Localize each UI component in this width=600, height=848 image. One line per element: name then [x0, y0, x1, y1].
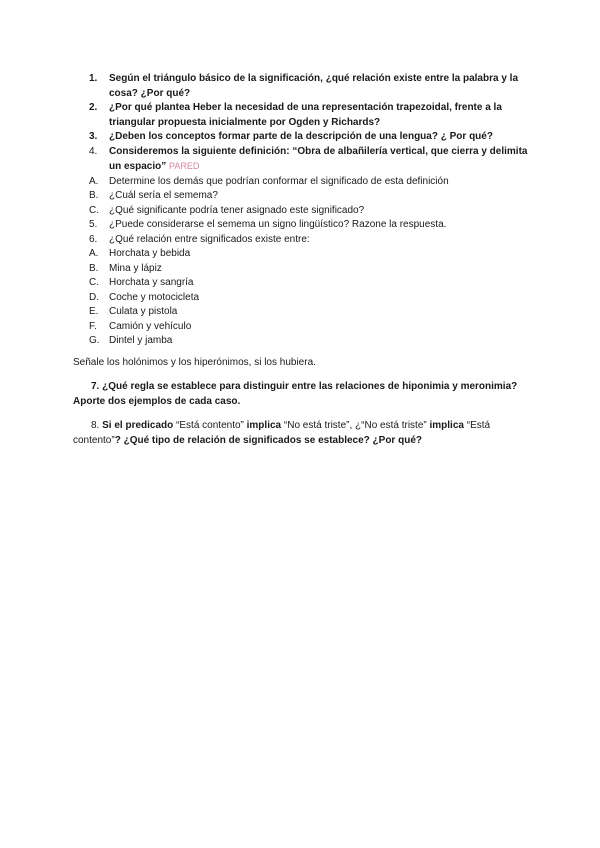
- pair-letter: A.: [89, 248, 99, 259]
- pair-text: Horchata y bebida: [109, 248, 191, 259]
- pair-item: [73, 320, 533, 335]
- question-8: [73, 419, 533, 448]
- question-8-seg-3: implica: [246, 420, 282, 431]
- question-8-number: 8.: [91, 420, 100, 431]
- subquestion-b-text: ¿Cuál sería el semema?: [109, 190, 218, 201]
- pair-text: Horchata y sangría: [109, 277, 194, 288]
- pair-text: Coche y motocicleta: [109, 291, 200, 303]
- question-8-seg-8: “Está contento”: [73, 420, 491, 446]
- pair-item: [73, 305, 533, 320]
- subquestion-a: [73, 175, 533, 190]
- pair-letter: C.: [89, 277, 99, 288]
- question-5: [73, 218, 533, 233]
- pair-text: Culata y pistola: [109, 306, 178, 317]
- question-4-number: 4.: [89, 145, 98, 157]
- question-1: [73, 72, 533, 101]
- subquestion-a-text: Determine los demás que podrían conformar el significado de esta definición: [109, 175, 449, 187]
- pair-letter: G.: [89, 335, 100, 346]
- subquestion-b-letter: B.: [89, 190, 99, 201]
- pair-text: Mina y lápiz: [109, 262, 162, 274]
- question-1-text: Según el triángulo básico de la significación, ¿qué relación existe entre la palabra y la cosa? ¿Por qué?: [109, 73, 519, 99]
- question-2: [73, 101, 533, 130]
- question-6-text: ¿Qué relación entre significados existe entre:: [109, 233, 310, 245]
- question-6: [73, 233, 533, 248]
- subquestion-c: [73, 204, 533, 219]
- question-2-number: 2.: [89, 102, 98, 113]
- pair-text: Camión y vehículo: [109, 320, 192, 332]
- subquestion-c-text: ¿Qué significante podría tener asignado este significado?: [109, 204, 365, 216]
- question-1-number: 1.: [89, 73, 98, 84]
- question-8-seg-6: “No está triste”: [361, 420, 427, 431]
- pair-item: [73, 247, 533, 262]
- pair-letter: F.: [89, 320, 97, 332]
- question-7: 7. ¿Qué regla se establece para distinguir entre las relaciones de hiponimia y meronimia? Aporte dos ejemplos de cada caso.: [73, 381, 518, 407]
- pair-letter: D.: [89, 291, 99, 303]
- pair-letter: B.: [89, 262, 99, 274]
- question-3: [73, 130, 533, 145]
- question-8-seg-1: Si el predicado: [102, 420, 174, 431]
- question-8-seg-7: implica: [429, 420, 464, 431]
- question-6-number: 6.: [89, 233, 98, 245]
- subquestion-c-letter: C.: [89, 204, 99, 216]
- question-8-seg-9: ? ¿Qué tipo de relación de significados se establece? ¿Por qué?: [114, 434, 422, 446]
- questions-content: [73, 72, 533, 458]
- pair-item: [73, 291, 533, 306]
- question-8-seg-5: , ¿: [349, 420, 362, 431]
- pair-letter: E.: [89, 306, 99, 317]
- question-3-number: 3.: [89, 131, 98, 142]
- question-2-text: ¿Por qué plantea Heber la necesidad de una representación trapezoidal, frente a la triangular propuesta inicialmente por Ogden y Richards?: [109, 102, 502, 128]
- question-4: [73, 145, 533, 175]
- pair-item: [73, 334, 533, 349]
- pair-item: [73, 262, 533, 277]
- question-4-annotation: PARED: [169, 161, 200, 171]
- pair-item: [73, 276, 533, 291]
- question-4-text: Consideremos la siguiente definición: “Obra de albañilería vertical, que cierra y delimita un espacio”: [109, 145, 528, 172]
- question-5-text: ¿Puede considerarse el semema un signo lingüístico? Razone la respuesta.: [109, 219, 447, 230]
- question-8-seg-2: “Está contento”: [176, 420, 244, 431]
- question-5-number: 5.: [89, 219, 98, 230]
- subquestion-a-letter: A.: [89, 175, 99, 187]
- pair-text: Dintel y jamba: [109, 335, 173, 346]
- subquestion-b: [73, 189, 533, 204]
- question-8-seg-4: “No está triste”: [283, 420, 350, 431]
- question-3-text: ¿Deben los conceptos formar parte de la descripción de una lengua? ¿ Por qué?: [109, 131, 493, 142]
- note-paragraph: Señale los holónimos y los hiperónimos, si los hubiera.: [73, 356, 316, 368]
